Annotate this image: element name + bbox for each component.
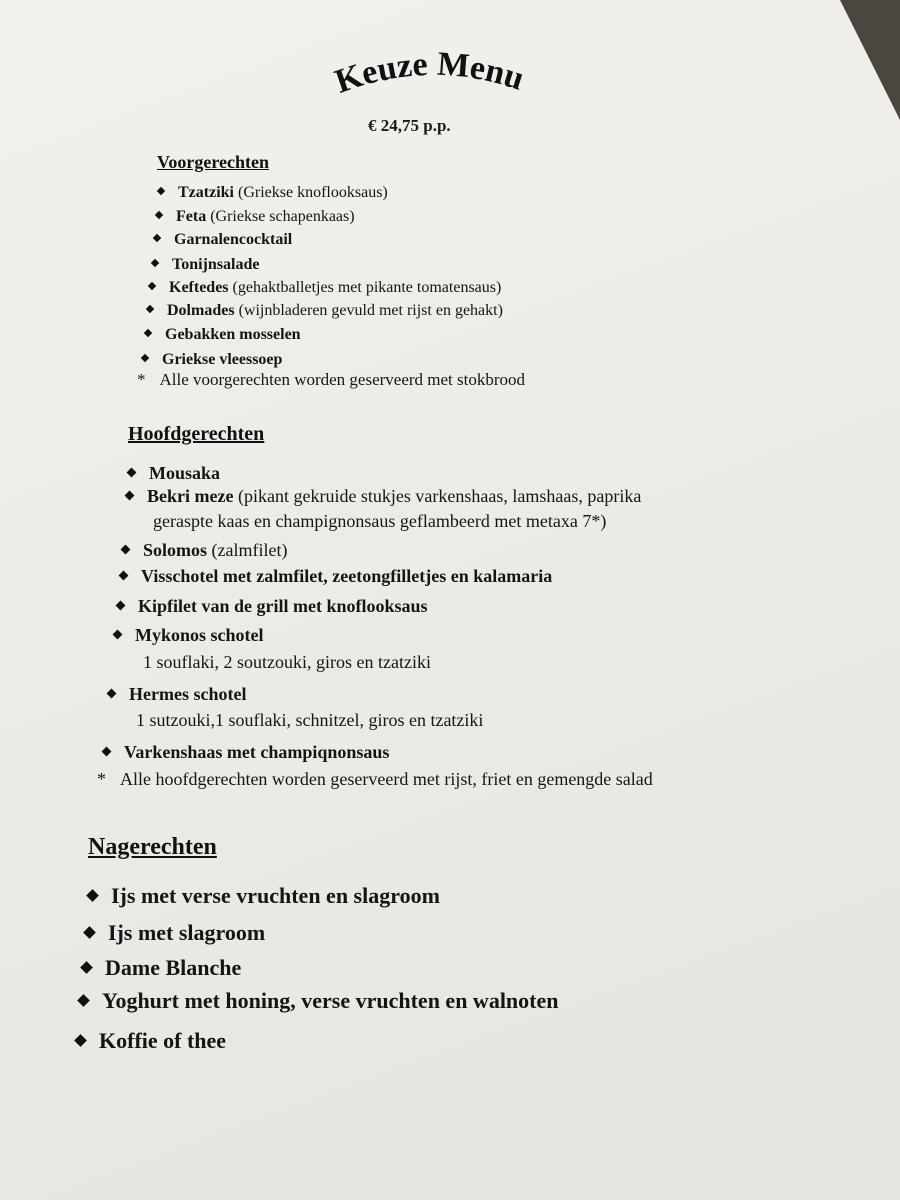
dish-name: Ijs met slagroom [108,920,266,945]
dish-description-continued: 1 sutzouki,1 souflaki, schnitzel, giros en tzatziki [136,710,484,730]
list-item [128,463,220,484]
asterisk-icon: * [137,370,146,389]
dish-description-continued: geraspte kaas en champignonsaus geflambeerd met metaxa 7*) [153,511,607,531]
list-item [158,184,388,202]
dish-name: Ijs met verse vruchten en slagroom [111,883,440,908]
dish-name: Kipfilet van de grill met knoflooksaus [138,596,428,616]
menu-title-text: Keuze Menu [330,46,529,101]
list-item [142,351,282,369]
diamond-bullet-icon [146,305,154,313]
list-item [147,302,503,320]
dish-name: Dame Blanche [105,955,242,980]
list-item [82,955,241,981]
list-item [145,326,301,344]
dish-description: (gehaktballetjes met pikante tomatensaus) [232,279,502,296]
list-item [117,596,428,617]
dish-name: Mykonos schotel [135,625,264,645]
dish-description: (Griekse knoflooksaus) [238,184,388,201]
dish-name: Dolmades [167,302,235,319]
dish-name: Koffie of thee [99,1028,227,1053]
dish-description: (pikant gekruide stukjes varkenshaas, lamshaas, paprika [237,486,642,506]
dish-name: Gebakken mosselen [165,326,301,343]
dish-name: Griekse vleessoep [162,351,283,368]
dish-description-continued: 1 souflaki, 2 soutzouki, giros en tzatziki [143,652,431,672]
diamond-bullet-icon [107,689,117,699]
dish-name: Feta [176,208,207,225]
list-item [79,988,559,1014]
list-item [122,540,287,561]
list-item [149,279,501,297]
dish-name: Tzatziki [178,184,234,201]
diamond-bullet-icon [148,282,156,290]
diamond-bullet-icon [119,571,129,581]
dish-name: Visschotel met zalmfilet, zeetongfilletjes en kalamaria [141,566,553,586]
list-item [120,566,552,587]
list-item [154,231,292,249]
note-text: Alle voorgerechten worden geserveerd met stokbrood [159,370,526,389]
list-item [156,208,355,226]
dish-description: (wijnbladeren gevuld met rijst en gehakt) [238,302,503,319]
svg-text:Keuze Menu [330,46,528,101]
note-text: Alle hoofdgerechten worden geserveerd met rijst, friet en gemengde salad [120,769,653,789]
diamond-bullet-icon [86,890,99,903]
dish-description: (Griekse schapenkaas) [210,208,355,225]
diamond-bullet-icon [116,601,126,611]
diamond-bullet-icon [80,962,93,975]
diamond-bullet-icon [151,259,159,267]
diamond-bullet-icon [155,211,163,219]
dish-name: Solomos [143,540,208,560]
list-item [152,256,259,274]
dish-name: Tonijnsalade [172,256,260,273]
list-item [76,1028,226,1054]
dish-name: Keftedes [169,279,229,296]
diamond-bullet-icon [153,234,161,242]
hoofdgerechten-heading: Hoofdgerechten [128,423,265,445]
nagerechten-heading: Nagerechten [88,834,217,860]
list-item [108,684,246,705]
hoofdgerechten-note [97,769,653,790]
asterisk-icon: * [97,769,106,789]
list-item [85,920,265,946]
diamond-bullet-icon [83,927,96,940]
dish-name: Yoghurt met honing, verse vruchten en walnoten [102,988,559,1013]
diamond-bullet-icon [125,491,135,501]
diamond-bullet-icon [141,354,149,362]
list-item [103,742,389,763]
dish-name: Bekri meze [147,486,234,506]
dish-name: Hermes schotel [129,684,247,704]
diamond-bullet-icon [127,468,137,478]
voorgerechten-note [137,370,525,390]
dish-name: Varkenshaas met champiqnonsaus [124,742,390,762]
diamond-bullet-icon [121,545,131,555]
diamond-bullet-icon [102,747,112,757]
list-item [126,486,641,507]
dish-name: Garnalencocktail [174,231,293,248]
voorgerechten-heading: Voorgerechten [157,152,269,172]
diamond-bullet-icon [157,187,165,195]
dish-name: Mousaka [149,463,221,483]
diamond-bullet-icon [113,630,123,640]
dish-description: (zalmfilet) [211,540,288,560]
list-item [88,883,440,909]
menu-title [300,46,560,126]
diamond-bullet-icon [77,995,90,1008]
list-item [114,625,264,646]
menu-price: € 24,75 p.p. [368,116,451,135]
diamond-bullet-icon [74,1035,87,1048]
diamond-bullet-icon [144,329,152,337]
